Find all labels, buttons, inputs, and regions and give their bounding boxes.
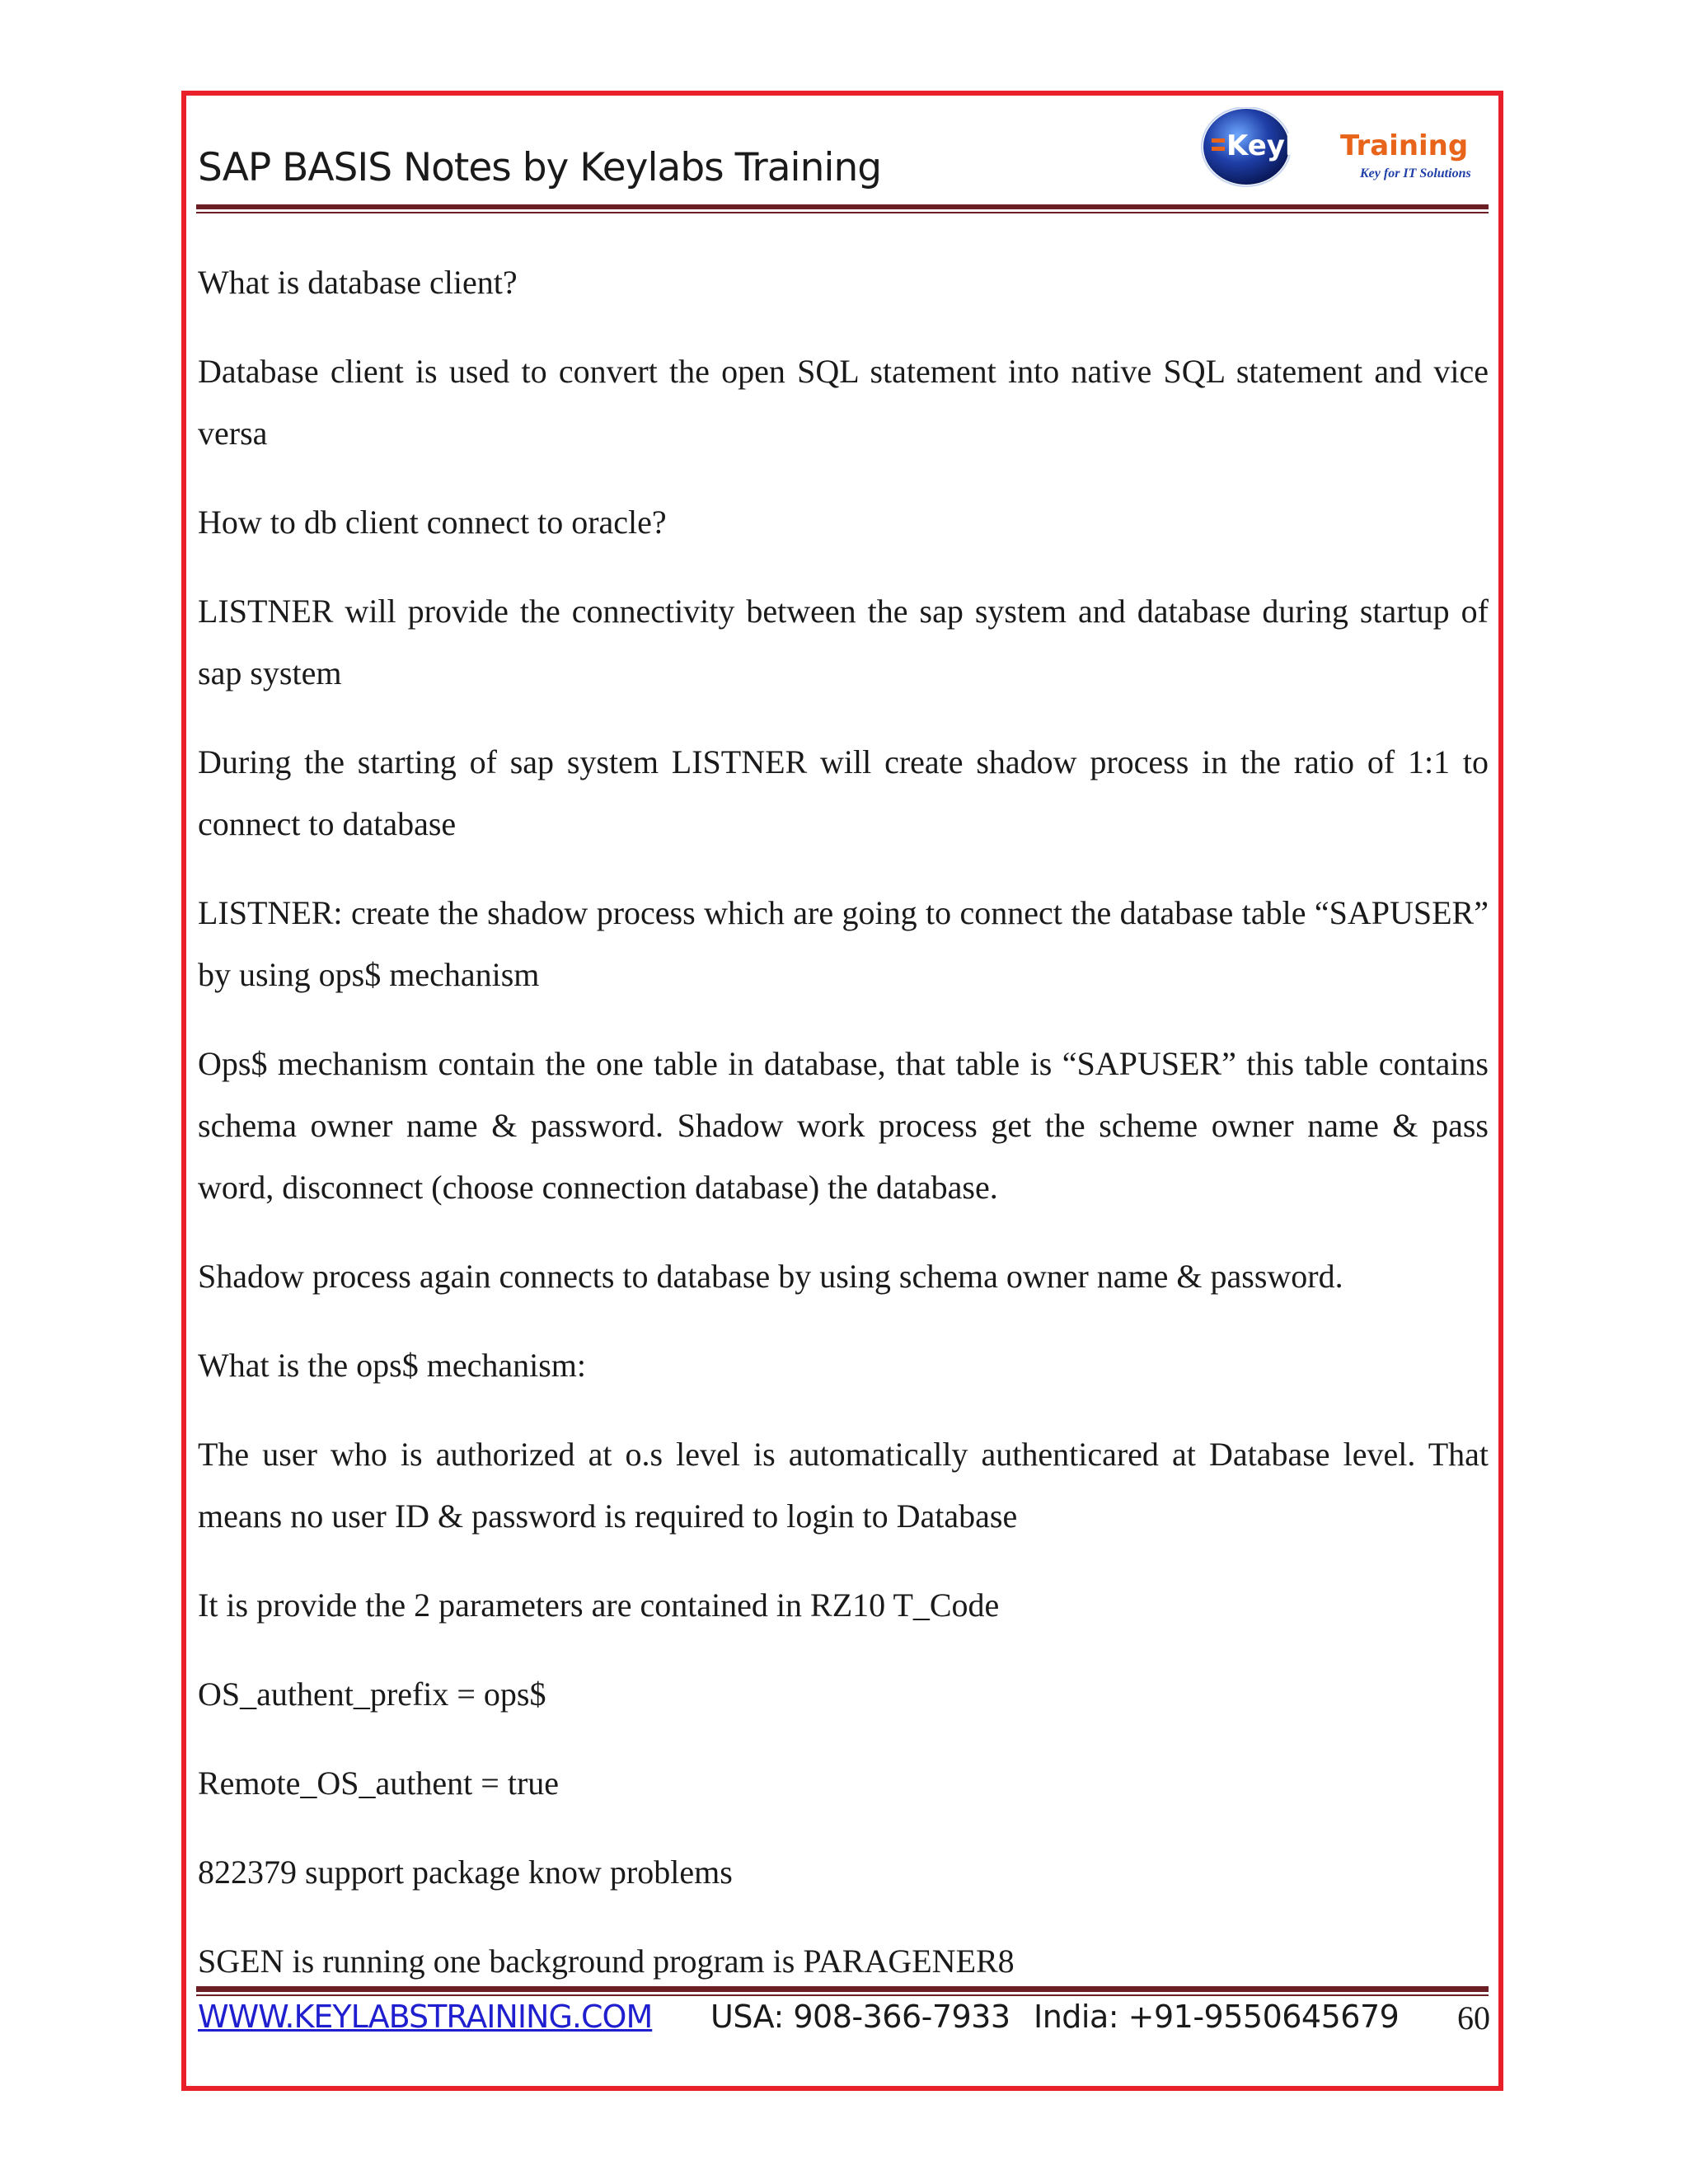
notes-content xyxy=(198,251,1489,1992)
paragraph-db-client-def: Database client is used to convert the open SQL statement into native SQL statement and vice versa xyxy=(198,353,1489,452)
usa-phone: USA: 908-366-7933 xyxy=(710,1999,1010,2035)
logo-tagline: Key for IT Solutions xyxy=(1360,166,1471,180)
paragraph-remote-os-authent: Remote_OS_authent = true xyxy=(198,1765,560,1802)
paragraph-os-authentication: The user who is authorized at o.s level is automatically authenticared at Database level. That means no user ID & password is required to login to Database xyxy=(198,1436,1489,1535)
paragraph-shadow-process-ratio: During the starting of sap system LISTNER will create shadow process in the ratio of 1:1 to connect to database xyxy=(198,743,1489,842)
paragraph-listner-connectivity: LISTNER will provide the connectivity between the sap system and database during startup of sap system xyxy=(198,593,1489,691)
paragraph-sgen: SGEN is running one background program is PARAGENER8 xyxy=(198,1943,1015,1980)
footer xyxy=(198,1999,1490,2056)
website-link[interactable]: WWW.KEYLABSTRAINING.COM xyxy=(198,1999,653,2035)
keylabs-logo xyxy=(1195,107,1475,198)
logo-name-keylabs: Keylabs xyxy=(1226,129,1351,162)
footer-rule-thick xyxy=(196,1986,1489,1992)
header-rule-thick xyxy=(196,204,1489,209)
paragraph-rz10-parameters: It is provide the 2 parameters are contained in RZ10 T_Code xyxy=(198,1586,1000,1624)
page-number: 60 xyxy=(1457,1999,1490,2036)
logo-dash-2 xyxy=(1212,147,1225,151)
paragraph-listner-sapuser: LISTNER: create the shadow process which are going to connect the database table “SAPUSER” by using ops$ mechanism xyxy=(198,894,1489,993)
paragraph-question-connect-oracle: How to db client connect to oracle? xyxy=(198,504,667,541)
footer-rule-thin xyxy=(196,1994,1489,1996)
paragraph-question-db-client: What is database client? xyxy=(198,264,518,301)
india-phone: India: +91-9550645679 xyxy=(1034,1999,1400,2035)
logo-dash-1 xyxy=(1212,138,1225,143)
header-rule-thin xyxy=(196,212,1489,213)
paragraph-shadow-reconnect: Shadow process again connects to database by using schema owner name & password. xyxy=(198,1258,1343,1295)
paragraph-support-package: 822379 support package know problems xyxy=(198,1854,733,1891)
header-title: SAP BASIS Notes by Keylabs Training xyxy=(198,145,882,190)
paragraph-ops-mechanism-table: Ops$ mechanism contain the one table in database, that table is “SAPUSER” this table contains schema owner name & password. Shadow work process get the scheme owner name & pass word, disconnect (choose connection database) the database. xyxy=(198,1045,1489,1206)
paragraph-question-ops-mechanism: What is the ops$ mechanism: xyxy=(198,1347,587,1384)
paragraph-os-authent-prefix: OS_authent_prefix = ops$ xyxy=(198,1675,546,1713)
logo-name-training: Training xyxy=(1340,129,1469,162)
